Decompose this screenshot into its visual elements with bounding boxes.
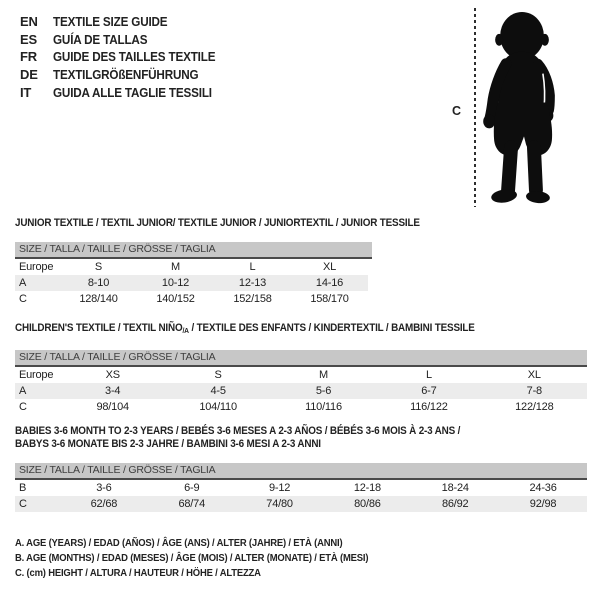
height-cell: 140/152 bbox=[156, 293, 195, 305]
note-a-text: A. AGE (YEARS) / EDAD (AÑOS) / ÂGE (ANS) / ALTER (JAHRE) / ETÀ (ANNI) bbox=[15, 537, 343, 549]
age-cell: 10-12 bbox=[161, 277, 190, 289]
children-title-pre: CHILDREN'S TEXTILE / TEXTIL NIÑO bbox=[15, 322, 183, 334]
size-cell: L bbox=[425, 369, 432, 381]
babies-title-line2: BABYS 3-6 MONATE BIS 2-3 JAHRE / BAMBINI 3-6 MESI A 2-3 ANNI bbox=[15, 438, 321, 450]
children-size-header: SIZE / TALLA / TAILLE / GRÖSSE / TAGLIA bbox=[15, 350, 587, 367]
height-cell: 158/170 bbox=[310, 293, 349, 305]
babies-size-header: SIZE / TALLA / TAILLE / GRÖSSE / TAGLIA bbox=[15, 463, 587, 480]
row-label: C bbox=[19, 498, 27, 510]
language-row-de bbox=[20, 66, 233, 84]
size-cell: M bbox=[171, 261, 180, 273]
age-cell: 5-6 bbox=[315, 385, 332, 397]
table-row bbox=[15, 367, 587, 383]
baby-silhouette-icon bbox=[480, 8, 570, 207]
height-cell: 68/74 bbox=[178, 498, 205, 510]
height-cell: 122/128 bbox=[515, 401, 554, 413]
row-label: Europe bbox=[19, 261, 54, 273]
height-cell: 62/68 bbox=[90, 498, 118, 510]
junior-table-title bbox=[15, 217, 587, 229]
size-cell: XS bbox=[105, 369, 120, 381]
language-label: TEXTILGRÖßENFÜHRUNG bbox=[53, 67, 199, 83]
age-cell: 6-7 bbox=[421, 385, 437, 397]
table-row bbox=[15, 275, 368, 291]
row-label: A bbox=[19, 277, 27, 289]
language-row-en bbox=[20, 13, 233, 31]
babies-table-title bbox=[15, 425, 587, 451]
height-cell: 110/116 bbox=[305, 401, 342, 413]
children-table-title bbox=[15, 322, 587, 337]
note-b bbox=[15, 551, 408, 566]
children-table-section bbox=[15, 322, 587, 415]
row-label: C bbox=[19, 401, 27, 413]
height-cell: 98/104 bbox=[96, 401, 129, 413]
children-table-title-text bbox=[15, 322, 475, 337]
height-cell: 104/110 bbox=[199, 401, 237, 413]
language-row-es bbox=[20, 31, 233, 49]
junior-table-section bbox=[15, 217, 587, 307]
junior-table-title-text: JUNIOR TEXTILE / TEXTIL JUNIOR/ TEXTILE JUNIOR / JUNIORTEXTIL / JUNIOR TESSILE bbox=[15, 217, 420, 229]
babies-title-line1: BABIES 3-6 MONTH TO 2-3 YEARS / BEBÉS 3-6 MESES A 2-3 AÑOS / BÉBÉS 3-6 MOIS À 2-3 ANS / bbox=[15, 425, 461, 437]
age-cell: 12-13 bbox=[238, 277, 267, 289]
language-row-fr bbox=[20, 48, 233, 66]
children-title-sub: /A bbox=[182, 326, 189, 335]
language-code: EN bbox=[20, 14, 38, 30]
height-cell: 74/80 bbox=[266, 498, 293, 510]
height-cell: 152/158 bbox=[233, 293, 272, 305]
months-cell: 6-9 bbox=[184, 482, 200, 494]
months-cell: 3-6 bbox=[96, 482, 112, 494]
height-cell: 80/86 bbox=[354, 498, 381, 510]
language-row-it bbox=[20, 83, 233, 101]
row-label: B bbox=[19, 482, 27, 494]
size-cell: S bbox=[94, 261, 103, 273]
note-b-text: B. AGE (MONTHS) / EDAD (MESES) / ÂGE (MOIS) / ALTER (MONATE) / ETÀ (MESI) bbox=[15, 552, 369, 564]
age-cell: 7-8 bbox=[526, 385, 542, 397]
language-label: GUIDA ALLE TAGLIE TESSILI bbox=[53, 84, 212, 100]
height-cell: 128/140 bbox=[79, 293, 118, 305]
months-cell: 12-18 bbox=[353, 482, 381, 494]
table-row bbox=[15, 496, 587, 512]
table-row bbox=[15, 291, 368, 307]
height-cell: 116/122 bbox=[410, 401, 448, 413]
language-code: DE bbox=[20, 67, 38, 83]
months-cell: 9-12 bbox=[268, 482, 291, 494]
size-cell: S bbox=[214, 369, 222, 381]
children-title-post: / TEXTILE DES ENFANTS / KINDERTEXTIL / BAMBINI TESSILE bbox=[188, 322, 475, 334]
language-label: TEXTILE SIZE GUIDE bbox=[53, 14, 168, 30]
language-code: IT bbox=[20, 84, 32, 100]
height-measure-dashed-line bbox=[474, 8, 476, 207]
table-row bbox=[15, 383, 587, 399]
table-row bbox=[15, 259, 368, 275]
size-cell: L bbox=[249, 261, 256, 273]
legend-notes bbox=[15, 536, 408, 581]
junior-size-header: SIZE / TALLA / TAILLE / GRÖSSE / TAGLIA bbox=[15, 242, 372, 259]
note-c bbox=[15, 566, 408, 581]
height-cell: 92/98 bbox=[529, 498, 557, 510]
note-c-text: C. (cm) HEIGHT / ALTURA / HAUTEUR / HÖHE / ALTEZZA bbox=[15, 567, 261, 579]
age-cell: 4-5 bbox=[210, 385, 226, 397]
language-code: ES bbox=[20, 31, 37, 47]
size-cell: XL bbox=[322, 261, 337, 273]
row-label: Europe bbox=[19, 369, 54, 381]
height-measure-label: C bbox=[452, 104, 462, 118]
age-cell: 8-10 bbox=[87, 277, 110, 289]
months-cell: 24-36 bbox=[529, 482, 557, 494]
age-cell: 14-16 bbox=[315, 277, 344, 289]
note-a bbox=[15, 536, 408, 551]
months-cell: 18-24 bbox=[441, 482, 469, 494]
age-cell: 3-4 bbox=[105, 385, 121, 397]
row-label: C bbox=[19, 293, 27, 305]
size-cell: M bbox=[319, 369, 328, 381]
babies-table-section bbox=[15, 425, 587, 512]
language-list bbox=[20, 13, 233, 101]
language-label: GUÍA DE TALLAS bbox=[53, 31, 148, 47]
table-row bbox=[15, 480, 587, 496]
table-row bbox=[15, 399, 587, 415]
height-cell: 86/92 bbox=[441, 498, 469, 510]
language-code: FR bbox=[20, 49, 37, 65]
language-label: GUIDE DES TAILLES TEXTILE bbox=[53, 49, 216, 65]
row-label: A bbox=[19, 385, 27, 397]
size-cell: XL bbox=[527, 369, 541, 381]
